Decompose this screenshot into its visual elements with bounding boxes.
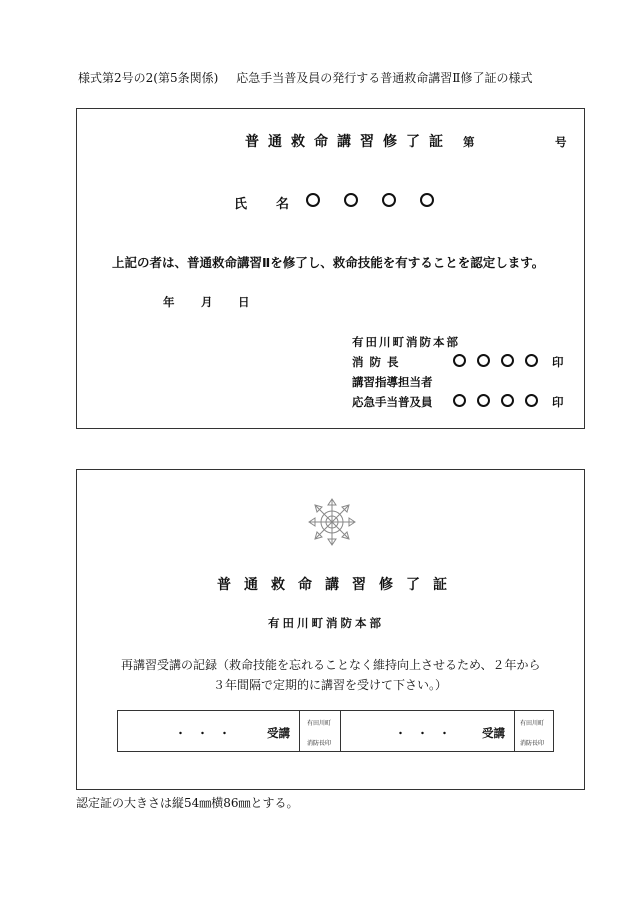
number-prefix: 第	[463, 135, 475, 149]
record-date-dots: ・ ・ ・	[175, 727, 230, 740]
record-date-cell	[341, 711, 515, 751]
instructor-seal: 印	[552, 395, 564, 409]
instructor-name-placeholder	[453, 394, 538, 407]
placeholder-circle	[382, 193, 396, 207]
placeholder-circle	[420, 193, 434, 207]
certificate-front	[76, 108, 585, 429]
number-suffix: 号	[555, 135, 567, 149]
name-label: 氏 名	[234, 197, 298, 212]
back-issuer: 有田川町消防本部	[268, 616, 384, 630]
fire-department-emblem-icon	[307, 497, 357, 547]
placeholder-circle	[525, 394, 538, 407]
placeholder-circle	[344, 193, 358, 207]
record-note-line1: 再講習受講の記録（救命技能を忘れることなく維持向上させるため、２年から	[121, 658, 541, 672]
date-year: 年	[163, 295, 175, 309]
record-stamp-cell	[515, 711, 553, 751]
issuer-name: 有田川町消防本部	[352, 335, 460, 349]
record-date-dots: ・ ・ ・	[395, 727, 450, 740]
stamp-line2: 消防長印	[520, 740, 545, 747]
renewal-record-table	[117, 710, 554, 752]
back-title: 普通救命講習修了証	[217, 577, 460, 593]
stamp-line1: 有田川町	[520, 720, 545, 727]
placeholder-circle	[477, 394, 490, 407]
instructor-label: 講習指導担当者	[352, 375, 433, 389]
name-placeholder	[306, 193, 434, 207]
chief-seal: 印	[552, 355, 564, 369]
chief-label: 消 防 長	[352, 355, 400, 369]
record-note-line2: ３年間隔で定期的に講習を受けて下さい。）	[213, 678, 448, 692]
placeholder-circle	[453, 354, 466, 367]
record-date-cell	[118, 711, 300, 751]
placeholder-circle	[306, 193, 320, 207]
size-note: 認定証の大きさは縦54㎜横86㎜とする。	[76, 796, 299, 810]
form-title: 応急手当普及員の発行する普通救命講習Ⅱ修了証の様式	[236, 71, 533, 85]
placeholder-circle	[453, 394, 466, 407]
record-stamp-cell	[300, 711, 341, 751]
placeholder-circle	[525, 354, 538, 367]
date-month: 月	[201, 295, 213, 309]
record-label: 受講	[267, 726, 290, 740]
record-label: 受講	[482, 726, 505, 740]
chief-name-placeholder	[453, 354, 538, 367]
form-number: 様式第2号の2(第5条関係)	[78, 71, 219, 85]
placeholder-circle	[501, 354, 514, 367]
form-header	[78, 69, 532, 86]
front-title: 普通救命講習修了証	[245, 134, 452, 150]
date-day: 日	[238, 295, 250, 309]
stamp-line2: 消防長印	[307, 740, 332, 747]
placeholder-circle	[501, 394, 514, 407]
certification-statement: 上記の者は、普通救命講習Ⅱを修了し、救命技能を有することを認定します。	[112, 255, 545, 270]
instructor-role: 応急手当普及員	[352, 395, 433, 409]
placeholder-circle	[477, 354, 490, 367]
stamp-line1: 有田川町	[307, 720, 332, 727]
